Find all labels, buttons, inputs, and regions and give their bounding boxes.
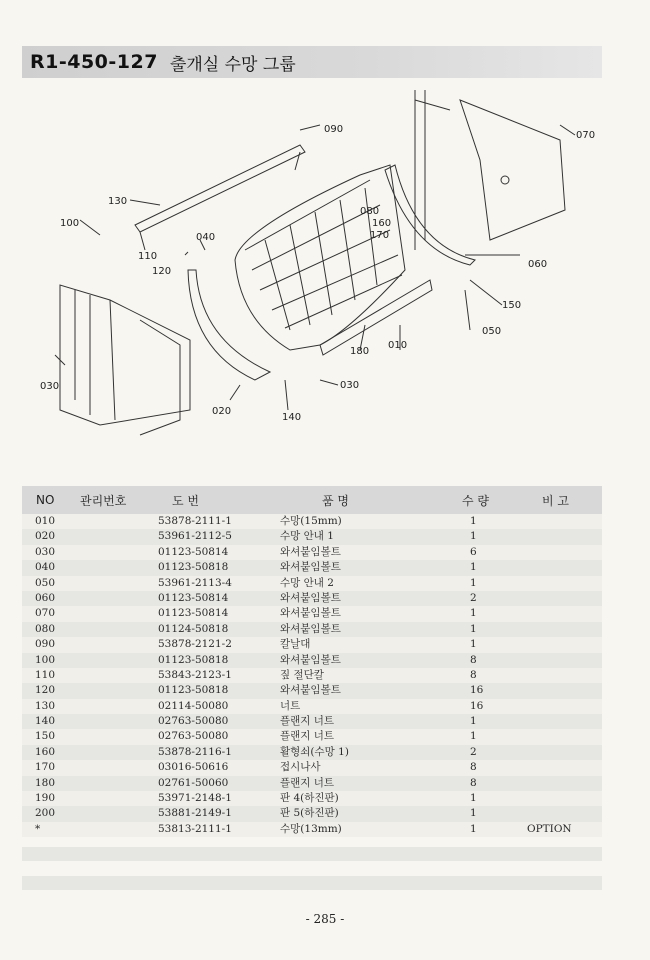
cell-part-number: 02763-50080 — [158, 730, 229, 743]
cell-quantity: 16 — [470, 699, 484, 712]
page-code: R1-450-127 — [30, 51, 158, 73]
callout-label: 150 — [502, 300, 522, 311]
cell-quantity: 2 — [470, 745, 477, 758]
cell-part-number: 53971-2148-1 — [158, 792, 232, 805]
exploded-parts-diagram — [20, 80, 620, 480]
callout-label: 040 — [196, 232, 216, 243]
cell-part-number: 53878-2116-1 — [158, 745, 232, 758]
cell-no: 190 — [35, 792, 56, 805]
callout-label: 170 — [370, 230, 390, 241]
callout-label: 140 — [282, 412, 302, 423]
cell-no: 040 — [35, 561, 56, 574]
cell-quantity: 1 — [470, 638, 477, 651]
cell-part-number: 53881-2149-1 — [158, 807, 232, 820]
cell-quantity: 16 — [470, 684, 484, 697]
callout-label: 110 — [138, 251, 158, 262]
cell-part-number: 01123-50814 — [158, 545, 229, 558]
cell-remark: OPTION — [527, 822, 572, 835]
cell-quantity: 1 — [470, 561, 477, 574]
header-no: NO — [36, 493, 55, 507]
cell-no: 150 — [35, 730, 56, 743]
cell-part-name: 플랜지 너트 — [280, 715, 335, 728]
cell-no: 170 — [35, 761, 56, 774]
table-row — [22, 729, 602, 744]
table-row — [22, 653, 602, 668]
cell-no: 100 — [35, 653, 56, 666]
table-row — [22, 622, 602, 637]
table-row — [22, 806, 602, 821]
table-header — [22, 486, 602, 514]
header-part: 도 번 — [172, 493, 199, 508]
table-row — [22, 591, 602, 606]
cell-part-name: 수망 안내 1 — [280, 530, 334, 543]
callout-label: 060 — [528, 259, 548, 270]
cell-quantity: 1 — [470, 730, 477, 743]
cell-part-number: 53878-2121-2 — [158, 638, 232, 651]
cell-part-number: 01124-50818 — [158, 622, 229, 635]
callout-label: 010 — [388, 340, 408, 351]
cell-no: * — [35, 822, 41, 835]
cell-quantity: 8 — [470, 653, 477, 666]
cell-part-number: 03016-50616 — [158, 761, 229, 774]
cell-part-name: 판 4(하진판) — [280, 792, 339, 805]
cell-part-name: 와셔붙임볼트 — [280, 653, 341, 666]
callout-label: 050 — [482, 326, 502, 337]
callout-label: 180 — [350, 346, 370, 357]
empty-row — [22, 876, 602, 890]
title-bar — [22, 46, 602, 78]
cell-part-name: 와셔붙임볼트 — [280, 545, 341, 558]
cell-quantity: 1 — [470, 515, 477, 527]
diagram-callouts — [40, 124, 595, 423]
cell-part-name: 와셔붙임볼트 — [280, 684, 341, 697]
cell-no: 090 — [35, 638, 56, 651]
cell-part-name: 활형쇠(수망 1) — [280, 745, 349, 758]
cell-part-name: 플랜지 너트 — [280, 776, 335, 789]
cell-part-name: 판 5(하진판) — [280, 807, 339, 820]
cell-quantity: 2 — [470, 591, 477, 604]
cell-quantity: 1 — [470, 715, 477, 728]
cell-part-number: 01123-50818 — [158, 653, 229, 666]
cell-quantity: 1 — [470, 792, 477, 805]
cell-no: 180 — [35, 776, 56, 789]
cell-part-number: 01123-50818 — [158, 684, 229, 697]
table-row — [22, 668, 602, 683]
header-qty: 수 량 — [462, 493, 489, 508]
header-name: 품 명 — [322, 493, 349, 508]
cell-quantity: 8 — [470, 776, 477, 789]
cell-no: 140 — [35, 715, 56, 728]
cell-part-number: 53843-2123-1 — [158, 668, 232, 681]
table-body — [22, 514, 602, 837]
cell-no: 080 — [35, 622, 56, 635]
callout-label: 100 — [60, 218, 80, 229]
callout-label: 030 — [340, 380, 360, 391]
cell-part-name: 플랜지 너트 — [280, 730, 335, 743]
callout-label: 160 — [372, 218, 392, 229]
table-row — [22, 714, 602, 729]
cell-part-number: 02761-50060 — [158, 776, 229, 789]
cell-quantity: 1 — [470, 622, 477, 635]
header-mgmt: 관리번호 — [80, 493, 127, 508]
cell-no: 130 — [35, 699, 56, 712]
cell-part-name: 와셔붙임볼트 — [280, 607, 341, 620]
cell-part-name: 와셔붙임볼트 — [280, 622, 341, 635]
table-row — [22, 683, 602, 698]
callout-label: 020 — [212, 406, 232, 417]
cell-no: 010 — [35, 515, 56, 527]
callout-label: 070 — [576, 130, 596, 141]
cell-no: 120 — [35, 684, 56, 697]
diagram-drawing — [20, 80, 620, 480]
cell-part-name: 짚 절단칼 — [280, 668, 324, 681]
cell-part-number: 53961-2112-5 — [158, 530, 232, 543]
page-number: - 285 - — [305, 912, 345, 926]
cell-part-number: 01123-50818 — [158, 561, 229, 574]
callout-label: 130 — [108, 196, 128, 207]
cell-quantity: 8 — [470, 761, 477, 774]
cell-no: 200 — [35, 807, 56, 820]
cell-part-name: 접시나사 — [280, 761, 321, 774]
empty-row — [22, 847, 602, 861]
table-row — [22, 514, 602, 529]
page-title: 출개실 수망 그룹 — [169, 54, 296, 75]
cell-no: 110 — [35, 668, 56, 681]
cell-no: 060 — [35, 591, 56, 604]
cell-no: 160 — [35, 745, 56, 758]
table-row — [22, 822, 602, 837]
cell-part-name: 와셔붙임볼트 — [280, 591, 341, 604]
cell-part-number: 02114-50080 — [158, 699, 229, 712]
cell-no: 020 — [35, 530, 56, 543]
cell-quantity: 1 — [470, 822, 477, 835]
cell-quantity: 1 — [470, 530, 477, 543]
parts-table — [22, 486, 602, 837]
cell-quantity: 1 — [470, 807, 477, 820]
callout-label: 090 — [324, 124, 344, 135]
cell-part-number: 01123-50814 — [158, 591, 229, 604]
callout-label: 080 — [360, 206, 380, 217]
cell-part-number: 02763-50080 — [158, 715, 229, 728]
cell-quantity: 8 — [470, 668, 477, 681]
cell-part-name: 칼날대 — [280, 638, 311, 651]
table-row — [22, 576, 602, 591]
cell-part-name: 너트 — [280, 699, 301, 712]
cell-part-name: 수망 안내 2 — [280, 576, 334, 589]
cell-part-number: 53813-2111-1 — [158, 822, 232, 835]
cell-part-number: 53878-2111-1 — [158, 515, 232, 527]
cell-part-name: 수망(13mm) — [280, 822, 342, 835]
cell-part-name: 와셔붙임볼트 — [280, 561, 341, 574]
cell-quantity: 1 — [470, 607, 477, 620]
table-row — [22, 560, 602, 575]
cell-no: 030 — [35, 545, 56, 558]
table-row — [22, 791, 602, 806]
cell-no: 050 — [35, 576, 56, 589]
cell-quantity: 6 — [470, 545, 477, 558]
cell-quantity: 1 — [470, 576, 477, 589]
table-row — [22, 637, 602, 652]
callout-label: 030 — [40, 381, 60, 392]
callout-label: 120 — [152, 266, 172, 277]
cell-part-name: 수망(15mm) — [280, 515, 342, 527]
cell-part-number: 01123-50814 — [158, 607, 229, 620]
table-row — [22, 745, 602, 760]
table-row — [22, 529, 602, 544]
table-row — [22, 606, 602, 621]
table-row — [22, 760, 602, 775]
table-row — [22, 699, 602, 714]
cell-part-number: 53961-2113-4 — [158, 576, 232, 589]
table-row — [22, 545, 602, 560]
table-row — [22, 776, 602, 791]
header-remark: 비 고 — [542, 493, 569, 508]
cell-no: 070 — [35, 607, 56, 620]
